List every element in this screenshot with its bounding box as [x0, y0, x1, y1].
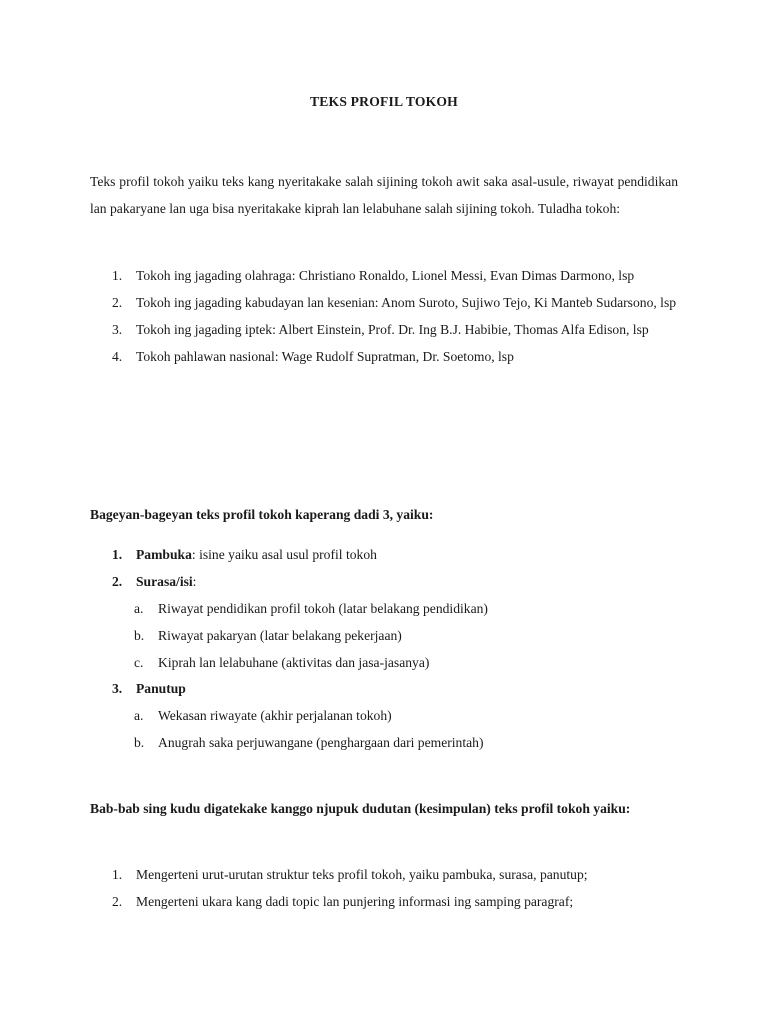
list-item [112, 861, 678, 888]
list-item [112, 343, 678, 370]
sublist-item [134, 595, 678, 622]
parts-list [112, 541, 678, 595]
part-label: Panutup [136, 681, 186, 696]
page-title: TEKS PROFIL TOKOH [310, 94, 458, 109]
sublist-text: Kiprah lan lelabuhane (aktivitas dan jasa-jasanya) [158, 655, 430, 670]
list-item [112, 888, 678, 915]
parts-list-continued [112, 675, 678, 702]
list-text: Tokoh ing jagading olahraga: Christiano Ronaldo, Lionel Messi, Evan Dimas Darmono, lsp [136, 268, 635, 283]
list-number: 4. [112, 349, 123, 364]
sublist-item [134, 622, 678, 649]
sublist-item [134, 649, 678, 676]
intro-paragraph: Teks profil tokoh yaiku teks kang nyeritakake salah sijining tokoh awit saka asal-usule, riwayat pendidikan lan pakaryane lan uga bisa nyeritakake kiprah lan lelabuhane salah sijining tokoh. Tuladha tokoh: [90, 174, 678, 216]
sublist-item [134, 729, 678, 756]
sublist-letter: b. [134, 735, 145, 750]
sublist-letter: a. [134, 708, 144, 723]
part-description: : isine yaiku asal usul profil tokoh [191, 547, 377, 562]
list-number: 1. [112, 867, 123, 882]
surasa-sublist [134, 595, 678, 676]
parts-heading: Bageyan-bageyan teks profil tokoh kaperang dadi 3, yaiku: [90, 507, 434, 522]
list-number: 3. [112, 681, 123, 696]
list-text: Mengerteni ukara kang dadi topic lan punjering informasi ing samping paragraf; [136, 894, 574, 909]
panutup-sublist [134, 702, 678, 756]
list-item [112, 262, 678, 289]
examples-list [112, 262, 678, 370]
part-label: Pambuka [136, 547, 192, 562]
list-item [112, 316, 678, 343]
conclusion-heading: Bab-bab sing kudu digatekake kanggo njupuk dudutan (kesimpulan) teks profil tokoh yaiku: [90, 801, 631, 816]
sublist-text: Riwayat pakaryan (latar belakang pekerjaan) [158, 628, 402, 643]
list-number: 1. [112, 547, 123, 562]
list-number: 2. [112, 295, 123, 310]
list-text: Tokoh ing jagading iptek: Albert Einstein, Prof. Dr. Ing B.J. Habibie, Thomas Alfa Edison, lsp [136, 322, 649, 337]
list-item [112, 289, 678, 316]
sublist-text: Riwayat pendidikan profil tokoh (latar belakang pendidikan) [158, 601, 488, 616]
list-number: 2. [112, 894, 123, 909]
list-text: Tokoh ing jagading kabudayan lan kesenian: Anom Suroto, Sujiwo Tejo, Ki Manteb Sudarsono, lsp [136, 295, 677, 310]
sublist-item [134, 702, 678, 729]
list-text: Tokoh pahlawan nasional: Wage Rudolf Supratman, Dr. Soetomo, lsp [136, 349, 514, 364]
list-number: 3. [112, 322, 123, 337]
part-label: Surasa/isi [136, 574, 193, 589]
part-item-surasa [112, 568, 678, 595]
sublist-letter: b. [134, 628, 145, 643]
list-number: 2. [112, 574, 123, 589]
sublist-text: Anugrah saka perjuwangane (penghargaan dari pemerintah) [158, 735, 484, 750]
part-description: : [192, 574, 197, 589]
list-text: Mengerteni urut-urutan struktur teks profil tokoh, yaiku pambuka, surasa, panutup; [136, 867, 588, 882]
part-item-pambuka [112, 541, 678, 568]
conclusion-list [112, 861, 678, 915]
list-number: 1. [112, 268, 123, 283]
sublist-letter: c. [134, 655, 144, 670]
sublist-text: Wekasan riwayate (akhir perjalanan tokoh) [158, 708, 392, 723]
part-item-panutup [112, 675, 678, 702]
sublist-letter: a. [134, 601, 144, 616]
